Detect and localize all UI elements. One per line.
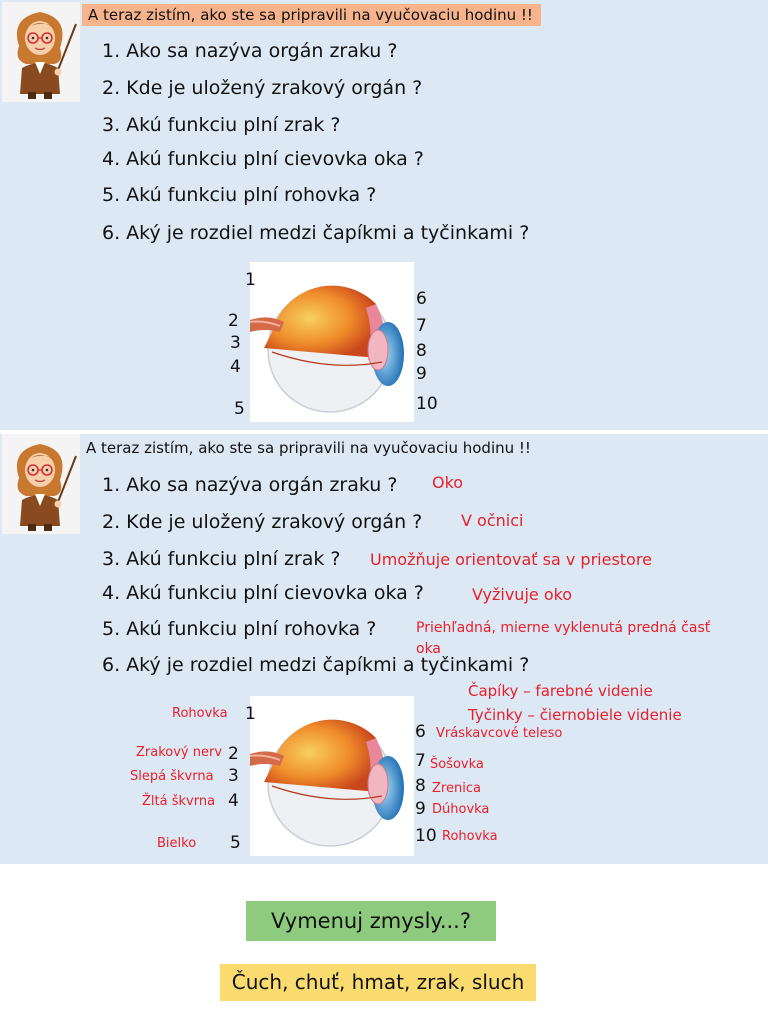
diagram-number-4: 4 — [230, 357, 241, 377]
question-5: 5. Akú funkciu plní rohovka ? — [102, 618, 377, 640]
slide-header: A teraz zistím, ako ste sa pripravili na vyučovaciu hodinu !! — [82, 4, 541, 26]
answer-5: Priehľadná, mierne vyklenutá predná časť — [416, 620, 711, 636]
diagram-number-6: 6 — [415, 722, 426, 742]
question-2: 2. Kde je uložený zrakový orgán ? — [102, 511, 423, 533]
label-ciliary-body: Vráskavcové teleso — [436, 726, 563, 741]
question-6: 6. Aký je rozdiel medzi čapíkmi a tyčinkami ? — [102, 222, 530, 244]
answer-6-rods: Tyčinky – čiernobiele videnie — [468, 706, 682, 724]
label-cornea-front: Rohovka — [442, 829, 498, 844]
slide-header: A teraz zistím, ako ste sa pripravili na vyučovaciu hodinu !! — [86, 439, 531, 457]
question-4: 4. Akú funkciu plní cievovka oka ? — [102, 148, 424, 170]
diagram-number-2: 2 — [228, 311, 239, 331]
eye-diagram — [250, 262, 414, 422]
question-4: 4. Akú funkciu plní cievovka oka ? — [102, 582, 424, 604]
answer-3: Umožňuje orientovať sa v priestore — [370, 550, 652, 569]
label-blind-spot: Slepá škvrna — [130, 769, 214, 784]
quiz-slide-questions — [0, 0, 768, 430]
diagram-number-6: 6 — [416, 289, 427, 309]
question-3: 3. Akú funkciu plní zrak ? — [102, 548, 341, 570]
diagram-number-5: 5 — [230, 833, 241, 853]
diagram-number-3: 3 — [228, 766, 239, 786]
teacher-icon — [2, 2, 80, 102]
answer-2: V očnici — [461, 511, 524, 530]
eye-diagram — [250, 696, 414, 856]
question-1: 1. Ako sa nazýva orgán zraku ? — [102, 474, 398, 496]
question-2: 2. Kde je uložený zrakový orgán ? — [102, 77, 423, 99]
diagram-number-1: 1 — [245, 270, 256, 290]
label-yellow-spot: Žltá škvrna — [142, 794, 216, 809]
diagram-number-1: 1 — [245, 704, 256, 724]
label-pupil: Zrenica — [432, 781, 481, 796]
question-5: 5. Akú funkciu plní rohovka ? — [102, 184, 377, 206]
task-prompt: Vymenuj zmysly...? — [246, 901, 496, 941]
answer-1: Oko — [432, 473, 464, 492]
label-iris: Dúhovka — [432, 802, 490, 817]
task-answer: Čuch, chuť, hmat, zrak, sluch — [220, 964, 536, 1001]
diagram-number-2: 2 — [228, 744, 239, 764]
label-optic-nerve: Zrakový nerv — [136, 745, 223, 760]
teacher-icon — [2, 434, 80, 534]
diagram-number-10: 10 — [415, 826, 437, 846]
question-6: 6. Aký je rozdiel medzi čapíkmi a tyčinkami ? — [102, 654, 530, 676]
diagram-number-8: 8 — [415, 776, 426, 796]
diagram-number-5: 5 — [234, 399, 245, 419]
question-3: 3. Akú funkciu plní zrak ? — [102, 114, 341, 136]
diagram-number-10: 10 — [416, 394, 438, 414]
answer-4: Vyživuje oko — [472, 585, 573, 604]
diagram-number-8: 8 — [416, 341, 427, 361]
label-cornea: Rohovka — [172, 706, 228, 721]
label-lens: Šošovka — [430, 757, 484, 772]
quiz-slide-answers — [0, 434, 768, 864]
answer-6-cones: Čapíky – farebné videnie — [468, 682, 653, 700]
question-1: 1. Ako sa nazýva orgán zraku ? — [102, 40, 398, 62]
diagram-number-7: 7 — [416, 316, 427, 336]
diagram-number-4: 4 — [228, 791, 239, 811]
answer-5-continued: oka — [416, 641, 442, 657]
diagram-number-7: 7 — [415, 751, 426, 771]
diagram-number-9: 9 — [415, 799, 426, 819]
label-sclera: Bielko — [157, 836, 197, 851]
diagram-number-3: 3 — [230, 333, 241, 353]
diagram-number-9: 9 — [416, 364, 427, 384]
